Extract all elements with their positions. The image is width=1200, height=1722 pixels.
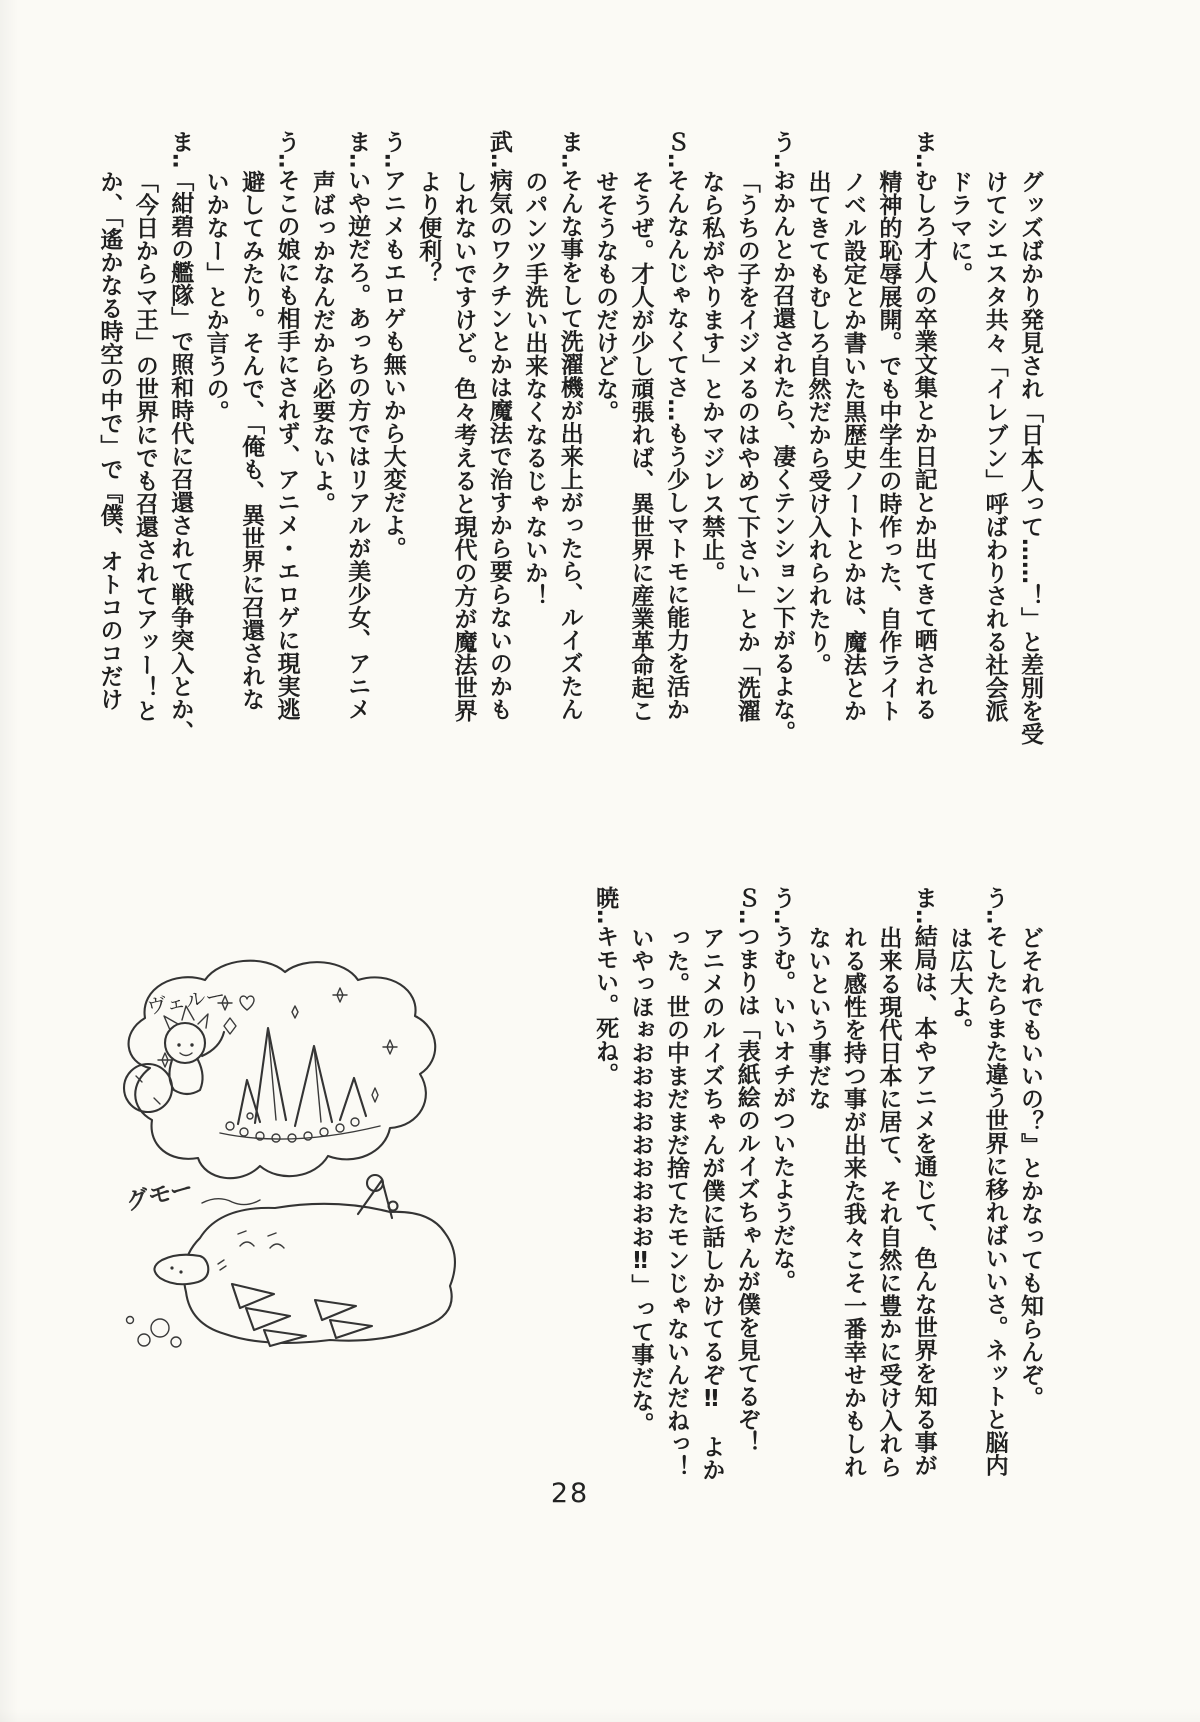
dialogue-line: 精神的恥辱展開。でも中学生の時作った、自作ライト bbox=[875, 170, 902, 722]
dialogue-line: せそうなものだけどな。 bbox=[592, 170, 619, 423]
dialogue-line: 「うちの子をイジメるのはやめて下さい」とか「洗濯 bbox=[733, 170, 760, 722]
dialogue-line: なら私がやります」とかマジレス禁止。 bbox=[698, 170, 725, 584]
dialogue-line: いかなー」とか言うの。 bbox=[202, 170, 229, 423]
dream-doodle-illustration bbox=[90, 948, 490, 1378]
dialogue-line: う‥おかんとか召還されたら、凄くテンション下がるよな。 bbox=[769, 130, 796, 744]
dialogue-line: は広大よ。 bbox=[946, 926, 973, 1041]
dialogue-line: 「今日からマ王」の世界にでも召還されてアッー！と bbox=[131, 170, 158, 722]
dialogue-line: 武‥病気のワクチンとかは魔法で治すから要らないのかも bbox=[485, 130, 512, 721]
sparkle-icon bbox=[383, 1040, 397, 1054]
dialogue-line: 声ばっかなんだから必要ないよ。 bbox=[308, 170, 335, 515]
dialogue-line: う‥そこの娘にも相手にされず、アニメ・エロゲに現実逃 bbox=[273, 130, 300, 721]
dialogue-line: 出てきてもむしろ自然だから受け入れられたり。 bbox=[804, 170, 831, 676]
dialogue-line: けてシエスタ共々「イレブン」呼ばわりされる社会派 bbox=[981, 170, 1008, 722]
dialogue-line: しれないですけど。色々考えると現代の方が魔法世界 bbox=[450, 170, 477, 722]
dialogue-line: アニメのルイズちゃんが僕に話しかけてるぞ‼ よか bbox=[698, 926, 725, 1481]
sfx-handwriting: グモー bbox=[123, 1175, 196, 1216]
dialogue-line: ま‥結局は、本やアニメを通じて、色んな世界を知る事が bbox=[910, 886, 937, 1477]
dialogue-line: ないという事だな bbox=[804, 926, 831, 1110]
heart-icon bbox=[240, 996, 254, 1010]
dialogue-line: ま‥いや逆だろ。あっちの方ではリアルが美少女、アニメ bbox=[344, 130, 371, 721]
dialogue-top-block bbox=[91, 130, 1047, 762]
dialogue-line: より便利？ bbox=[415, 170, 442, 285]
dialogue-line: 暁‥キモい。死ね。 bbox=[592, 886, 619, 1086]
dialogue-line: れる感性を持つ事が出来た我々こそ一番幸せかもしれ bbox=[839, 926, 866, 1478]
dialogue-line: った。世の中まだまだ捨てたモンじゃないんだねっ！ bbox=[662, 926, 689, 1478]
dialogue-line: ノベル設定とか書いた黒歴史ノートとかは、魔法とか bbox=[839, 170, 866, 722]
dialogue-line: か、「遙かなる時空の中で」で『僕、オトコのコだけ bbox=[96, 170, 123, 711]
dialogue-line: そうぜ。才人が少し頑張れば、異世界に産業革命起こ bbox=[627, 170, 654, 722]
dialogue-line: Ｓ‥そんなんじゃなくてさ…もう少しマトモに能力を活か bbox=[662, 130, 689, 721]
dialogue-line: 避してみたり。そんで、「俺も、異世界に召還されな bbox=[238, 170, 265, 711]
dialogue-line: どそれでもいいの？』とかなっても知らんぞ。 bbox=[1017, 926, 1043, 1409]
dialogue-line: う‥うむ。いいオチがついたようだな。 bbox=[769, 886, 796, 1293]
dialogue-bottom-block bbox=[587, 886, 1047, 1490]
dialogue-line: ま‥むしろ才人の卒業文集とか日記とか出てきて晒される bbox=[910, 130, 937, 721]
dialogue-line: いやっほぉおおおおおおおおお‼」って事だな。 bbox=[627, 926, 654, 1435]
bubble-handwriting: ヴェルー bbox=[145, 982, 228, 1019]
page-number: 28 bbox=[550, 1478, 590, 1509]
dialogue-line: Ｓ‥つまりは「表紙絵のルイズちゃんが僕を見てるぞ！ bbox=[733, 886, 760, 1454]
sparkle-icon bbox=[333, 988, 347, 1002]
dialogue-line: う‥そしたらまた違う世界に移ればいいさ。ネットと脳内 bbox=[981, 886, 1008, 1477]
dialogue-line: グッズばかり発見され「日本人って……！」と差別を受 bbox=[1017, 170, 1043, 745]
dialogue-line: ドラマに。 bbox=[946, 170, 973, 285]
dialogue-line: う‥アニメもエロゲも無いから大変だよ。 bbox=[379, 130, 406, 560]
dialogue-line: ま‥「紺碧の艦隊」で照和時代に召還されて戦争突入とか、 bbox=[167, 130, 194, 744]
sparkle-icon bbox=[372, 1088, 378, 1102]
sparkle-icon bbox=[292, 1006, 298, 1018]
dialogue-line: ま‥そんな事をして洗濯機が出来上がったら、ルイズたん bbox=[556, 130, 583, 721]
dialogue-line: のパンツ手洗い出来なくなるじゃないか！ bbox=[521, 170, 548, 607]
dialogue-line: 出来る現代日本に居て、それ自然に豊かに受け入れら bbox=[875, 926, 902, 1478]
